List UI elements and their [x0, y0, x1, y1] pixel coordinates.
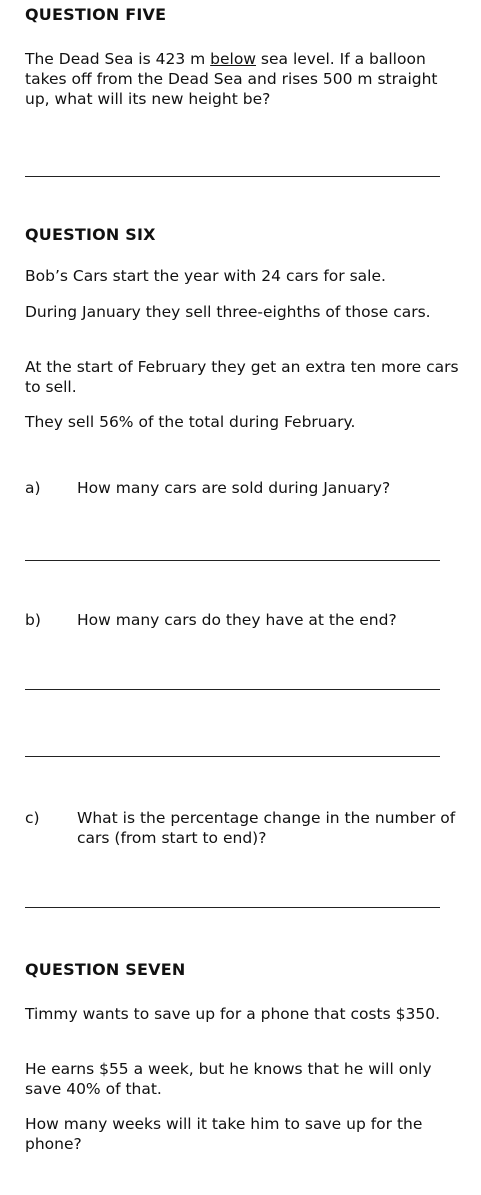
part-b-question: How many cars do they have at the end?	[77, 611, 397, 629]
part-c-label: c)	[25, 809, 40, 827]
question-six-paragraph-1: Bob’s Cars start the year with 24 cars for sale.	[25, 267, 386, 285]
part-b-label: b)	[25, 611, 41, 629]
part-b-answer-line-1[interactable]	[25, 689, 440, 690]
part-a-question: How many cars are sold during January?	[77, 479, 391, 497]
part-a-label: a)	[25, 479, 41, 497]
part-c-answer-line[interactable]	[25, 907, 440, 908]
question-five-text	[25, 49, 465, 109]
part-c-question: What is the percentage change in the number of cars (from start to end)?	[77, 809, 456, 847]
question-seven-heading: QUESTION SEVEN	[25, 960, 186, 979]
question-seven-paragraph-3: How many weeks will it take him to save up for the phone?	[25, 1115, 423, 1153]
part-a-answer-line[interactable]	[25, 560, 440, 561]
question-six-heading: QUESTION SIX	[25, 225, 156, 244]
question-seven-paragraph-1: Timmy wants to save up for a phone that costs $350.	[25, 1005, 440, 1023]
part-b-answer-line-2[interactable]	[25, 756, 440, 757]
question-five-heading: QUESTION FIVE	[25, 5, 167, 24]
question-five-text-end: sea level. If a balloon takes off from the Dead Sea and rises 500 m straight up, what will its new height be?	[25, 50, 438, 108]
question-six-paragraph-4: They sell 56% of the total during February.	[25, 413, 356, 431]
question-five-answer-line[interactable]	[25, 176, 440, 177]
question-six-paragraph-3: At the start of February they get an extra ten more cars to sell.	[25, 358, 459, 396]
question-five-underlined-word: below	[210, 50, 256, 68]
question-five-text-start: The Dead Sea is 423 m	[25, 50, 211, 68]
question-six-paragraph-2: During January they sell three-eighths of those cars.	[25, 303, 431, 321]
question-seven-paragraph-2: He earns $55 a week, but he knows that he will only save 40% of that.	[25, 1060, 432, 1098]
